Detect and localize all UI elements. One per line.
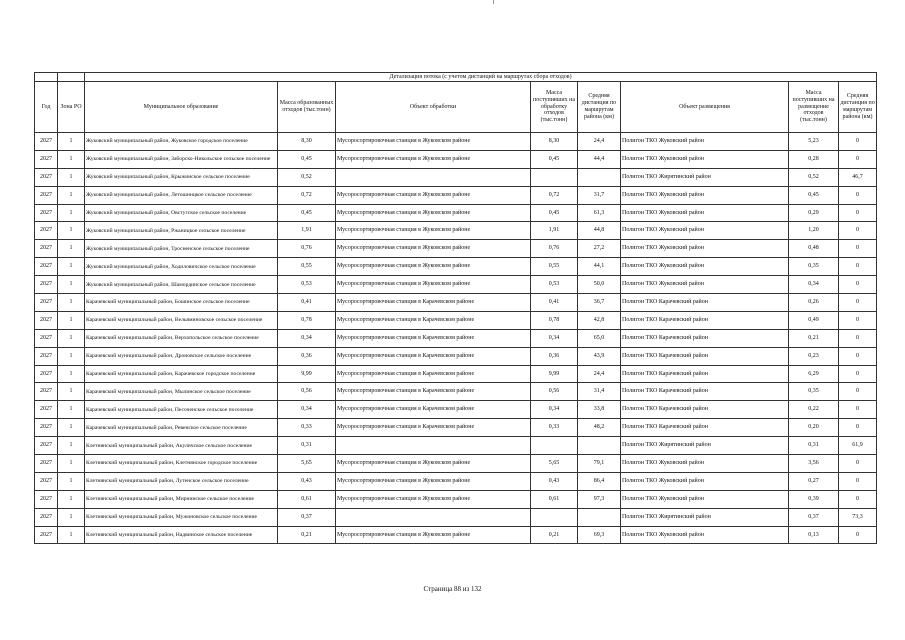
cell-placement-object: Полигон ТКО Жуковский район <box>621 490 789 508</box>
cell-mass-placement: 1,20 <box>789 222 839 240</box>
cell-mass-generated: 0,52 <box>278 168 336 186</box>
cell-zone: 1 <box>58 437 85 455</box>
cell-year: 2027 <box>35 401 58 419</box>
cell-avg-distance-placement: 0 <box>839 204 877 222</box>
cell-avg-distance-placement: 0 <box>839 240 877 258</box>
cell-municipality: Клетнянский муниципальный район, Клетнянское городское поселение <box>85 455 278 473</box>
table-row <box>35 204 877 222</box>
cell-placement-object: Полигон ТКО Жуковский район <box>621 240 789 258</box>
cell-year: 2027 <box>35 150 58 168</box>
cell-placement-object: Полигон ТКО Карачевский район <box>621 401 789 419</box>
cell-processing-object: Мусоросортировочная станция в Карачевском районе <box>336 329 531 347</box>
cell-municipality: Клетнянский муниципальный район, Мужиновское сельское поселение <box>85 508 278 526</box>
cell-mass-generated: 0,61 <box>278 490 336 508</box>
table-row <box>35 472 877 490</box>
cell-mass-placement: 0,13 <box>789 526 839 544</box>
cell-processing-object: Мусоросортировочная станция в Жуковском районе <box>336 472 531 490</box>
cell-municipality: Карачевский муниципальный район, Вельяминовское сельское поселение <box>85 311 278 329</box>
cell-mass-processing: 0,61 <box>531 490 578 508</box>
cell-year: 2027 <box>35 240 58 258</box>
table-row <box>35 490 877 508</box>
cell-mass-processing: 0,34 <box>531 401 578 419</box>
cell-avg-distance-processing: 50,0 <box>578 276 621 294</box>
cell-mass-placement: 0,22 <box>789 401 839 419</box>
caption-row <box>35 73 877 82</box>
cell-avg-distance-processing: 33,8 <box>578 401 621 419</box>
cell-year: 2027 <box>35 365 58 383</box>
header-zone: Зона РО <box>58 82 85 133</box>
table-row <box>35 258 877 276</box>
cell-municipality: Жуковский муниципальный район, Летошницкое сельское поселение <box>85 186 278 204</box>
cell-mass-placement: 0,20 <box>789 419 839 437</box>
cell-avg-distance-processing: 31,7 <box>578 186 621 204</box>
cell-placement-object: Полигон ТКО Жуковский район <box>621 276 789 294</box>
cell-mass-processing: 9,99 <box>531 365 578 383</box>
cell-processing-object: Мусоросортировочная станция в Жуковском районе <box>336 490 531 508</box>
cell-mass-placement: 0,23 <box>789 347 839 365</box>
cell-placement-object: Полигон ТКО Жирятинский район <box>621 508 789 526</box>
cell-processing-object <box>336 508 531 526</box>
cell-zone: 1 <box>58 401 85 419</box>
cell-mass-processing <box>531 168 578 186</box>
cell-zone: 1 <box>58 490 85 508</box>
cell-processing-object: Мусоросортировочная станция в Жуковском районе <box>336 258 531 276</box>
table-row <box>35 383 877 401</box>
cell-avg-distance-processing <box>578 508 621 526</box>
cell-mass-generated: 0,72 <box>278 186 336 204</box>
cell-placement-object: Полигон ТКО Карачевский район <box>621 347 789 365</box>
cell-zone: 1 <box>58 347 85 365</box>
table-row <box>35 276 877 294</box>
cell-mass-processing: 8,30 <box>531 133 578 151</box>
cell-zone: 1 <box>58 472 85 490</box>
cell-municipality: Жуковский муниципальный район, Ржаницкое сельское поселение <box>85 222 278 240</box>
cell-placement-object: Полигон ТКО Жуковский район <box>621 222 789 240</box>
caption-spacer <box>58 73 85 82</box>
cell-avg-distance-placement: 0 <box>839 472 877 490</box>
cell-zone: 1 <box>58 276 85 294</box>
cell-year: 2027 <box>35 204 58 222</box>
cell-avg-distance-processing: 69,3 <box>578 526 621 544</box>
cell-mass-processing: 0,41 <box>531 294 578 312</box>
table-row <box>35 168 877 186</box>
cell-processing-object: Мусоросортировочная станция в Жуковском районе <box>336 526 531 544</box>
cell-mass-processing: 0,76 <box>531 240 578 258</box>
cell-municipality: Карачевский муниципальный район, Мылинское сельское поселение <box>85 383 278 401</box>
cell-avg-distance-processing: 79,1 <box>578 455 621 473</box>
cell-placement-object: Полигон ТКО Жуковский район <box>621 133 789 151</box>
cell-municipality: Клетнянский муниципальный район, Надвинское сельское поселение <box>85 526 278 544</box>
cell-mass-generated: 0,45 <box>278 150 336 168</box>
cell-avg-distance-placement: 0 <box>839 258 877 276</box>
cell-avg-distance-placement: 61,9 <box>839 437 877 455</box>
cell-year: 2027 <box>35 222 58 240</box>
cell-processing-object: Мусоросортировочная станция в Карачевском районе <box>336 311 531 329</box>
header-mass-generated: Масса образованных отходов (тыс.тонн) <box>278 82 336 133</box>
cell-avg-distance-placement: 0 <box>839 294 877 312</box>
cell-placement-object: Полигон ТКО Жуковский район <box>621 526 789 544</box>
cell-avg-distance-processing: 97,3 <box>578 490 621 508</box>
cell-mass-placement: 5,23 <box>789 133 839 151</box>
table-row <box>35 437 877 455</box>
cell-municipality: Клетнянский муниципальный район, Акуличское сельское поселение <box>85 437 278 455</box>
cell-mass-processing <box>531 437 578 455</box>
cell-processing-object: Мусоросортировочная станция в Карачевском районе <box>336 294 531 312</box>
cell-mass-generated: 9,99 <box>278 365 336 383</box>
cell-mass-processing: 5,65 <box>531 455 578 473</box>
cell-zone: 1 <box>58 508 85 526</box>
table-row <box>35 455 877 473</box>
cell-processing-object: Мусоросортировочная станция в Карачевском районе <box>336 419 531 437</box>
cell-municipality: Жуковский муниципальный район, Крыжинское сельское поселение <box>85 168 278 186</box>
header-mass-placement: Масса поступивших на размещение отходов (тыс.тонн) <box>789 82 839 133</box>
cell-mass-generated: 0,33 <box>278 419 336 437</box>
table-row <box>35 222 877 240</box>
cell-year: 2027 <box>35 168 58 186</box>
cell-mass-processing: 0,55 <box>531 258 578 276</box>
cell-year: 2027 <box>35 311 58 329</box>
cell-mass-processing: 0,34 <box>531 329 578 347</box>
cell-mass-generated: 0,36 <box>278 347 336 365</box>
cell-municipality: Карачевский муниципальный район, Карачевское городское поселение <box>85 365 278 383</box>
cell-mass-placement: 0,29 <box>789 204 839 222</box>
cell-year: 2027 <box>35 329 58 347</box>
cell-municipality: Жуковский муниципальный район, Овстугское сельское поселение <box>85 204 278 222</box>
cell-municipality: Карачевский муниципальный район, Ревенское сельское поселение <box>85 419 278 437</box>
cell-avg-distance-processing: 44,1 <box>578 258 621 276</box>
cell-processing-object: Мусоросортировочная станция в Карачевском районе <box>336 347 531 365</box>
cell-placement-object: Полигон ТКО Карачевский район <box>621 294 789 312</box>
cell-mass-placement: 0,21 <box>789 329 839 347</box>
cell-avg-distance-processing <box>578 168 621 186</box>
cell-mass-processing: 0,78 <box>531 311 578 329</box>
cell-zone: 1 <box>58 168 85 186</box>
cell-avg-distance-placement: 0 <box>839 419 877 437</box>
cell-mass-generated: 0,43 <box>278 472 336 490</box>
cell-mass-generated: 0,31 <box>278 437 336 455</box>
table-row <box>35 240 877 258</box>
cell-mass-generated: 0,76 <box>278 240 336 258</box>
table-row <box>35 186 877 204</box>
cell-mass-placement: 0,26 <box>789 294 839 312</box>
cell-year: 2027 <box>35 455 58 473</box>
cell-mass-placement: 3,56 <box>789 455 839 473</box>
cell-placement-object: Полигон ТКО Карачевский район <box>621 383 789 401</box>
cell-placement-object: Полигон ТКО Жирятинский район <box>621 437 789 455</box>
header-mass-processing: Масса поступивших на обработку отходов (тыс.тонн) <box>531 82 578 133</box>
cell-year: 2027 <box>35 347 58 365</box>
cell-avg-distance-placement: 46,7 <box>839 168 877 186</box>
cell-processing-object: Мусоросортировочная станция в Жуковском районе <box>336 186 531 204</box>
cell-processing-object <box>336 437 531 455</box>
cell-zone: 1 <box>58 204 85 222</box>
cell-placement-object: Полигон ТКО Жуковский район <box>621 472 789 490</box>
cell-processing-object: Мусоросортировочная станция в Карачевском районе <box>336 401 531 419</box>
scan-mark <box>493 0 494 4</box>
cell-avg-distance-processing: 44,4 <box>578 150 621 168</box>
cell-municipality: Клетнянский муниципальный район, Мирнинское сельское поселение <box>85 490 278 508</box>
cell-municipality: Карачевский муниципальный район, Дроновское сельское поселение <box>85 347 278 365</box>
cell-municipality: Карачевский муниципальный район, Песоченское сельское поселение <box>85 401 278 419</box>
cell-mass-generated: 8,30 <box>278 133 336 151</box>
cell-processing-object: Мусоросортировочная станция в Карачевском районе <box>336 383 531 401</box>
cell-year: 2027 <box>35 526 58 544</box>
table-row <box>35 508 877 526</box>
page-number: Страница 88 из 132 <box>423 585 482 593</box>
cell-avg-distance-placement: 0 <box>839 401 877 419</box>
cell-mass-placement: 0,31 <box>789 437 839 455</box>
header-avg-distance-placement: Средняя дистанция по маршрутам района (км) <box>839 82 877 133</box>
cell-year: 2027 <box>35 419 58 437</box>
caption-spacer <box>35 73 58 82</box>
cell-placement-object: Полигон ТКО Жуковский район <box>621 455 789 473</box>
cell-mass-processing <box>531 508 578 526</box>
cell-placement-object: Полигон ТКО Карачевский район <box>621 419 789 437</box>
cell-zone: 1 <box>58 311 85 329</box>
cell-avg-distance-placement: 0 <box>839 490 877 508</box>
cell-avg-distance-processing: 43,9 <box>578 347 621 365</box>
cell-mass-processing: 0,56 <box>531 383 578 401</box>
cell-mass-placement: 0,28 <box>789 150 839 168</box>
cell-avg-distance-processing: 86,4 <box>578 472 621 490</box>
cell-year: 2027 <box>35 490 58 508</box>
cell-avg-distance-processing: 31,4 <box>578 383 621 401</box>
cell-processing-object: Мусоросортировочная станция в Карачевском районе <box>336 365 531 383</box>
cell-zone: 1 <box>58 133 85 151</box>
cell-mass-processing: 0,21 <box>531 526 578 544</box>
cell-mass-generated: 1,91 <box>278 222 336 240</box>
cell-avg-distance-processing: 44,8 <box>578 222 621 240</box>
table-row <box>35 150 877 168</box>
header-row <box>35 82 877 133</box>
cell-avg-distance-placement: 0 <box>839 365 877 383</box>
cell-avg-distance-processing: 36,7 <box>578 294 621 312</box>
cell-avg-distance-processing: 24,4 <box>578 133 621 151</box>
cell-avg-distance-placement: 0 <box>839 455 877 473</box>
cell-processing-object <box>336 168 531 186</box>
cell-processing-object: Мусоросортировочная станция в Жуковском районе <box>336 150 531 168</box>
cell-mass-generated: 0,34 <box>278 401 336 419</box>
cell-mass-processing: 0,72 <box>531 186 578 204</box>
header-placement-object: Объект размещения <box>621 82 789 133</box>
table-row <box>35 294 877 312</box>
cell-avg-distance-processing <box>578 437 621 455</box>
cell-avg-distance-processing: 65,0 <box>578 329 621 347</box>
cell-year: 2027 <box>35 437 58 455</box>
cell-municipality: Карачевский муниципальный район, Бошинское сельское поселение <box>85 294 278 312</box>
cell-year: 2027 <box>35 258 58 276</box>
cell-year: 2027 <box>35 508 58 526</box>
cell-placement-object: Полигон ТКО Жуковский район <box>621 204 789 222</box>
table-row <box>35 329 877 347</box>
cell-municipality: Жуковский муниципальный район, Заборско-Никольское сельское поселение <box>85 150 278 168</box>
cell-avg-distance-placement: 0 <box>839 150 877 168</box>
table-row <box>35 365 877 383</box>
table-row <box>35 401 877 419</box>
table-row <box>35 347 877 365</box>
cell-processing-object: Мусоросортировочная станция в Жуковском районе <box>336 455 531 473</box>
cell-placement-object: Полигон ТКО Жуковский район <box>621 258 789 276</box>
cell-avg-distance-placement: 0 <box>839 276 877 294</box>
cell-avg-distance-placement: 0 <box>839 526 877 544</box>
cell-mass-placement: 0,39 <box>789 490 839 508</box>
cell-zone: 1 <box>58 294 85 312</box>
cell-avg-distance-placement: 73,3 <box>839 508 877 526</box>
cell-avg-distance-placement: 0 <box>839 347 877 365</box>
cell-mass-generated: 0,45 <box>278 204 336 222</box>
cell-mass-generated: 0,78 <box>278 311 336 329</box>
cell-year: 2027 <box>35 276 58 294</box>
table-row <box>35 311 877 329</box>
table-row <box>35 419 877 437</box>
cell-municipality: Жуковский муниципальный район, Ходиловичское сельское поселение <box>85 258 278 276</box>
cell-municipality: Клетнянский муниципальный район, Лутенское сельское поселение <box>85 472 278 490</box>
table-row <box>35 526 877 544</box>
cell-municipality: Жуковский муниципальный район, Шамординское сельское поселение <box>85 276 278 294</box>
cell-avg-distance-processing: 27,2 <box>578 240 621 258</box>
cell-processing-object: Мусоросортировочная станция в Жуковском районе <box>336 133 531 151</box>
cell-placement-object: Полигон ТКО Жирятинский район <box>621 168 789 186</box>
cell-processing-object: Мусоросортировочная станция в Жуковском районе <box>336 276 531 294</box>
cell-mass-generated: 0,55 <box>278 258 336 276</box>
cell-avg-distance-placement: 0 <box>839 133 877 151</box>
cell-mass-placement: 0,48 <box>789 240 839 258</box>
cell-mass-placement: 0,34 <box>789 276 839 294</box>
cell-mass-processing: 1,91 <box>531 222 578 240</box>
cell-zone: 1 <box>58 186 85 204</box>
cell-avg-distance-processing: 61,3 <box>578 204 621 222</box>
waste-flow-table <box>34 72 877 544</box>
header-municipality: Муниципальное образование <box>85 82 278 133</box>
cell-processing-object: Мусоросортировочная станция в Жуковском районе <box>336 240 531 258</box>
cell-zone: 1 <box>58 258 85 276</box>
cell-year: 2027 <box>35 383 58 401</box>
cell-mass-generated: 0,53 <box>278 276 336 294</box>
table-caption: Детализация потока (с учетом дистанций на маршрутах сбора отходов) <box>85 73 877 82</box>
cell-avg-distance-placement: 0 <box>839 222 877 240</box>
cell-mass-placement: 0,52 <box>789 168 839 186</box>
cell-avg-distance-processing: 48,2 <box>578 419 621 437</box>
cell-mass-processing: 0,43 <box>531 472 578 490</box>
cell-year: 2027 <box>35 186 58 204</box>
cell-mass-generated: 5,65 <box>278 455 336 473</box>
cell-mass-generated: 0,41 <box>278 294 336 312</box>
cell-zone: 1 <box>58 150 85 168</box>
table-row <box>35 133 877 151</box>
cell-mass-placement: 0,27 <box>789 472 839 490</box>
cell-zone: 1 <box>58 419 85 437</box>
cell-avg-distance-placement: 0 <box>839 329 877 347</box>
cell-avg-distance-placement: 0 <box>839 311 877 329</box>
cell-zone: 1 <box>58 365 85 383</box>
cell-zone: 1 <box>58 383 85 401</box>
cell-mass-processing: 0,33 <box>531 419 578 437</box>
cell-year: 2027 <box>35 294 58 312</box>
cell-avg-distance-processing: 42,8 <box>578 311 621 329</box>
cell-placement-object: Полигон ТКО Карачевский район <box>621 311 789 329</box>
cell-processing-object: Мусоросортировочная станция в Жуковском районе <box>336 204 531 222</box>
cell-mass-placement: 0,49 <box>789 311 839 329</box>
cell-year: 2027 <box>35 472 58 490</box>
cell-mass-processing: 0,45 <box>531 204 578 222</box>
cell-placement-object: Полигон ТКО Жуковский район <box>621 150 789 168</box>
cell-zone: 1 <box>58 222 85 240</box>
cell-avg-distance-processing: 24,4 <box>578 365 621 383</box>
cell-zone: 1 <box>58 455 85 473</box>
cell-mass-processing: 0,36 <box>531 347 578 365</box>
cell-mass-placement: 6,29 <box>789 365 839 383</box>
cell-processing-object: Мусоросортировочная станция в Жуковском районе <box>336 222 531 240</box>
cell-municipality: Жуковский муниципальный район, Тросненское сельское поселение <box>85 240 278 258</box>
cell-mass-placement: 0,35 <box>789 383 839 401</box>
cell-avg-distance-placement: 0 <box>839 186 877 204</box>
header-processing-object: Объект обработки <box>336 82 531 133</box>
cell-municipality: Жуковский муниципальный район, Жуковское городское поселение <box>85 133 278 151</box>
header-year: Год <box>35 82 58 133</box>
cell-placement-object: Полигон ТКО Жуковский район <box>621 186 789 204</box>
header-avg-distance-processing: Средняя дистанция по маршрутам района (км) <box>578 82 621 133</box>
cell-zone: 1 <box>58 329 85 347</box>
cell-year: 2027 <box>35 133 58 151</box>
cell-municipality: Карачевский муниципальный район, Верхопольское сельское поселение <box>85 329 278 347</box>
cell-zone: 1 <box>58 526 85 544</box>
cell-mass-processing: 0,53 <box>531 276 578 294</box>
cell-avg-distance-placement: 0 <box>839 383 877 401</box>
cell-placement-object: Полигон ТКО Карачевский район <box>621 329 789 347</box>
cell-placement-object: Полигон ТКО Карачевский район <box>621 365 789 383</box>
cell-mass-placement: 0,45 <box>789 186 839 204</box>
cell-mass-generated: 0,21 <box>278 526 336 544</box>
cell-mass-generated: 0,56 <box>278 383 336 401</box>
cell-mass-generated: 0,34 <box>278 329 336 347</box>
cell-mass-generated: 0,37 <box>278 508 336 526</box>
cell-mass-processing: 0,45 <box>531 150 578 168</box>
cell-mass-placement: 0,35 <box>789 258 839 276</box>
cell-mass-placement: 0,37 <box>789 508 839 526</box>
cell-zone: 1 <box>58 240 85 258</box>
